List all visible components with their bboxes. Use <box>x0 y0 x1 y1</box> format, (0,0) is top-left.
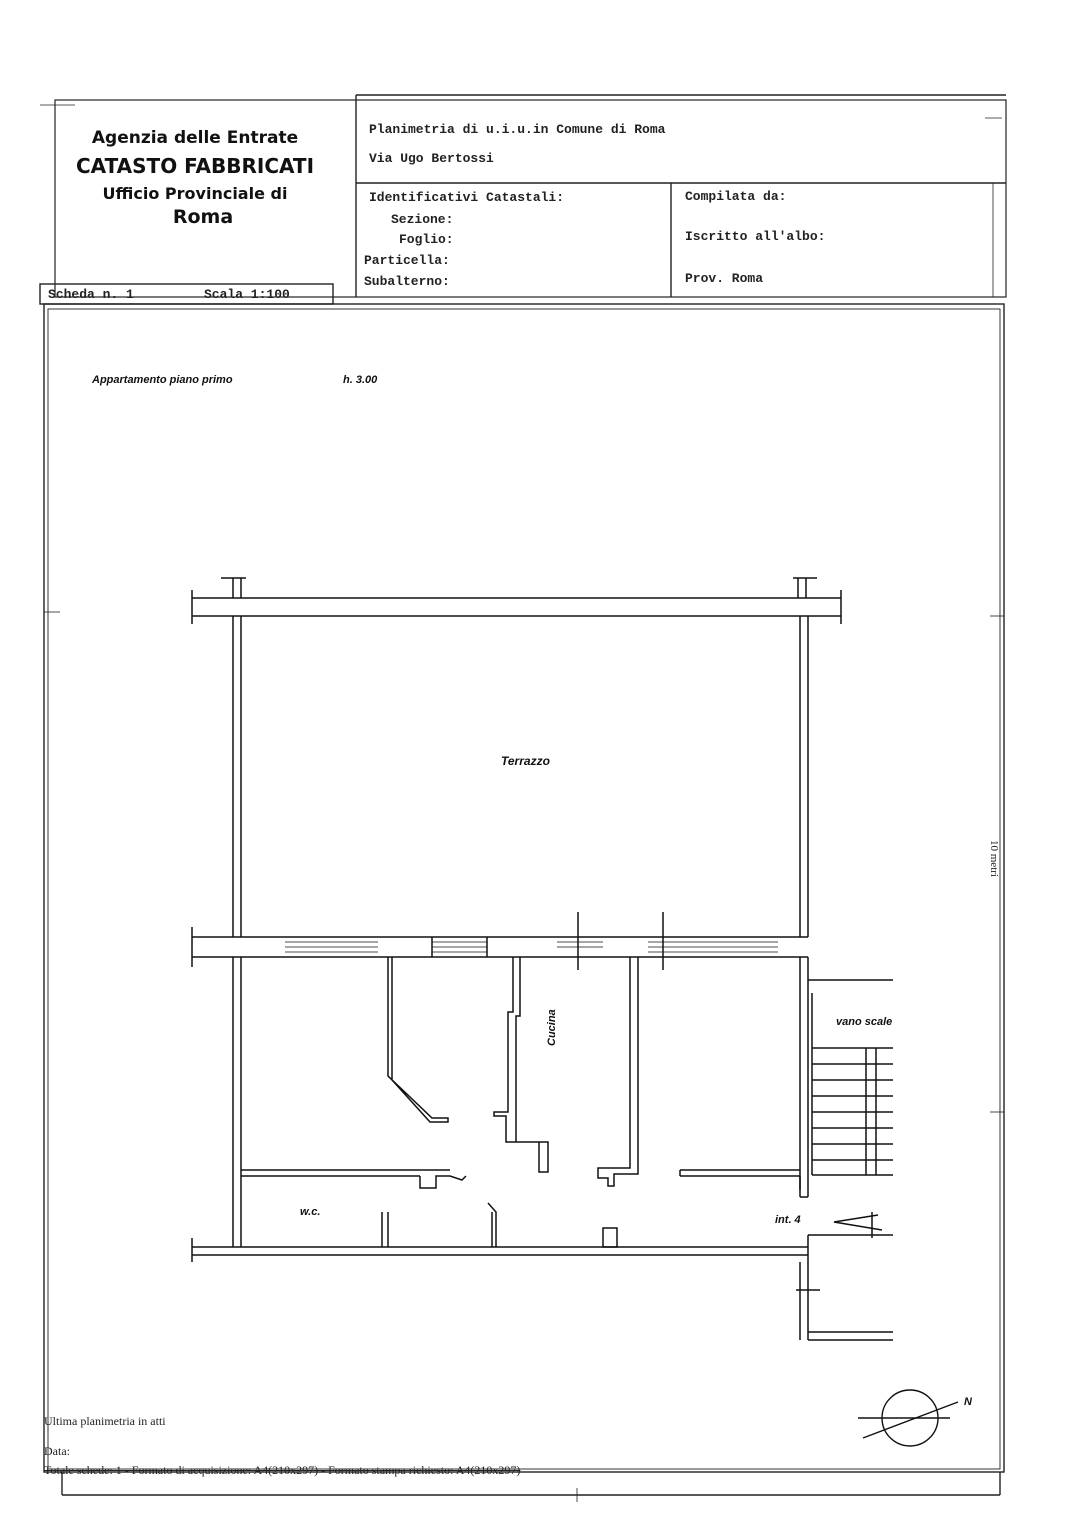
room-terrazzo: Terrazzo <box>501 754 550 768</box>
catasto-title: CATASTO FABBRICATI <box>75 154 315 178</box>
plan-title: Appartamento piano primo <box>92 374 233 386</box>
data-label: Data: <box>44 1444 70 1458</box>
address: Via Ugo Bertossi <box>369 151 494 166</box>
ultima-planimetria: Ultima planimetria in atti <box>44 1414 166 1428</box>
north-label: N <box>964 1396 972 1408</box>
scale-bar-label: 10 metri <box>988 840 1000 877</box>
ufficio-city: Roma <box>172 206 234 228</box>
planimetria-title: Planimetria di u.i.u.in Comune di Roma <box>369 122 666 137</box>
north-arrow-icon <box>858 1390 958 1446</box>
particella-label: Particella: <box>364 253 450 268</box>
subalterno-label: Subalterno: <box>364 274 450 289</box>
room-vano-scale: vano scale <box>836 1016 893 1028</box>
room-cucina: Cucina <box>546 1009 558 1046</box>
sezione-label: Sezione: <box>391 212 454 227</box>
compilata-label: Compilata da: <box>685 189 787 204</box>
ufficio-label: Ufficio Provinciale di <box>102 184 288 203</box>
agency-name: Agenzia delle Entrate <box>91 128 299 148</box>
foglio-label: Foglio: <box>399 232 454 247</box>
interno-label: int. 4 <box>775 1214 801 1226</box>
scala-label: Scala 1:100 <box>204 287 290 302</box>
identificativi-label: Identificativi Catastali: <box>369 190 565 205</box>
plan-height: h. 3.00 <box>343 374 378 386</box>
iscritto-label: Iscritto all'albo: <box>685 229 826 244</box>
prov-label: Prov. Roma <box>685 271 764 286</box>
totale-schede: Totale schede: 1 - Formato di acquisizione: A4(210x297) - Formato stampa richiesto: A4(210x297) <box>44 1463 521 1477</box>
scheda-label: Scheda n. 1 <box>48 287 134 302</box>
room-wc: w.c. <box>300 1206 321 1218</box>
